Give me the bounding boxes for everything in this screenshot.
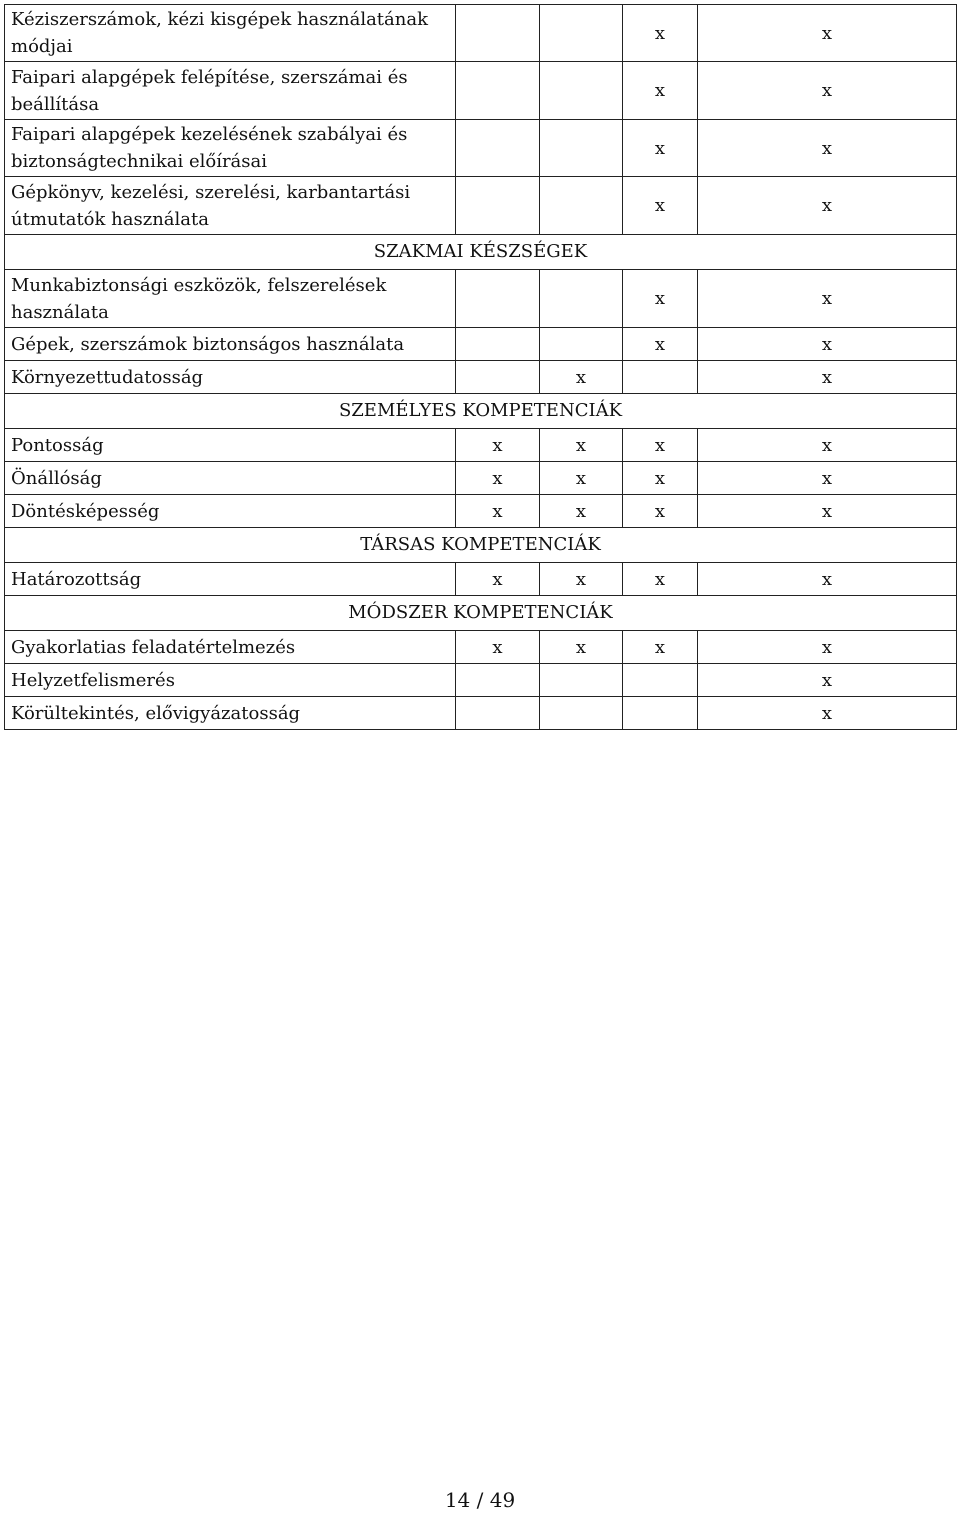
table-row bbox=[5, 429, 957, 462]
mark-cell bbox=[456, 177, 540, 235]
table-row bbox=[5, 697, 957, 730]
mark-cell: x bbox=[698, 5, 957, 62]
mark-cell bbox=[540, 62, 623, 120]
mark-cell: x bbox=[623, 495, 698, 528]
row-label: Faipari alapgépek felépítése, szerszámai és beállítása bbox=[5, 62, 456, 120]
mark-cell: x bbox=[698, 697, 957, 730]
competency-table bbox=[4, 4, 957, 730]
section-heading-row bbox=[5, 235, 957, 270]
mark-cell: x bbox=[540, 462, 623, 495]
mark-cell bbox=[540, 270, 623, 328]
mark-cell: x bbox=[698, 429, 957, 462]
mark-cell bbox=[540, 664, 623, 697]
section-heading-row bbox=[5, 528, 957, 563]
row-label: Gépek, szerszámok biztonságos használata bbox=[5, 328, 456, 361]
section-heading: SZEMÉLYES KOMPETENCIÁK bbox=[5, 394, 957, 429]
mark-cell: x bbox=[698, 361, 957, 394]
mark-cell: x bbox=[698, 462, 957, 495]
mark-cell: x bbox=[698, 62, 957, 120]
mark-cell: x bbox=[698, 631, 957, 664]
table-row bbox=[5, 328, 957, 361]
mark-cell: x bbox=[698, 270, 957, 328]
table-row bbox=[5, 462, 957, 495]
mark-cell bbox=[540, 5, 623, 62]
mark-cell bbox=[623, 361, 698, 394]
section-heading: SZAKMAI KÉSZSÉGEK bbox=[5, 235, 957, 270]
table-row bbox=[5, 5, 957, 62]
mark-cell: x bbox=[456, 462, 540, 495]
mark-cell bbox=[456, 697, 540, 730]
table-row bbox=[5, 120, 957, 177]
table-row bbox=[5, 631, 957, 664]
mark-cell: x bbox=[623, 462, 698, 495]
row-label: Környezettudatosság bbox=[5, 361, 456, 394]
mark-cell bbox=[540, 328, 623, 361]
section-heading: MÓDSZER KOMPETENCIÁK bbox=[5, 596, 957, 631]
mark-cell bbox=[456, 664, 540, 697]
mark-cell: x bbox=[623, 5, 698, 62]
row-label: Körültekintés, elővigyázatosság bbox=[5, 697, 456, 730]
mark-cell bbox=[456, 62, 540, 120]
row-label: Helyzetfelismerés bbox=[5, 664, 456, 697]
mark-cell bbox=[456, 120, 540, 177]
mark-cell: x bbox=[456, 563, 540, 596]
mark-cell bbox=[540, 697, 623, 730]
mark-cell: x bbox=[623, 270, 698, 328]
section-heading: TÁRSAS KOMPETENCIÁK bbox=[5, 528, 957, 563]
row-label: Önállóság bbox=[5, 462, 456, 495]
row-label: Határozottság bbox=[5, 563, 456, 596]
row-label: Pontosság bbox=[5, 429, 456, 462]
mark-cell: x bbox=[698, 120, 957, 177]
table-row bbox=[5, 62, 957, 120]
mark-cell: x bbox=[623, 62, 698, 120]
row-label: Gyakorlatias feladatértelmezés bbox=[5, 631, 456, 664]
mark-cell: x bbox=[456, 631, 540, 664]
table-row bbox=[5, 361, 957, 394]
mark-cell: x bbox=[540, 495, 623, 528]
mark-cell bbox=[623, 664, 698, 697]
section-heading-row bbox=[5, 394, 957, 429]
mark-cell: x bbox=[698, 563, 957, 596]
row-label: Gépkönyv, kezelési, szerelési, karbantartási útmutatók használata bbox=[5, 177, 456, 235]
mark-cell: x bbox=[698, 664, 957, 697]
table-row bbox=[5, 495, 957, 528]
mark-cell bbox=[623, 697, 698, 730]
row-label: Döntésképesség bbox=[5, 495, 456, 528]
mark-cell: x bbox=[623, 429, 698, 462]
mark-cell: x bbox=[698, 495, 957, 528]
mark-cell: x bbox=[698, 177, 957, 235]
row-label: Munkabiztonsági eszközök, felszerelések használata bbox=[5, 270, 456, 328]
mark-cell bbox=[456, 361, 540, 394]
mark-cell: x bbox=[623, 328, 698, 361]
table-row bbox=[5, 664, 957, 697]
mark-cell bbox=[456, 328, 540, 361]
mark-cell bbox=[456, 5, 540, 62]
mark-cell: x bbox=[623, 563, 698, 596]
mark-cell: x bbox=[698, 328, 957, 361]
page-number: 14 / 49 bbox=[444, 1488, 516, 1512]
mark-cell: x bbox=[540, 429, 623, 462]
mark-cell: x bbox=[456, 429, 540, 462]
mark-cell: x bbox=[540, 361, 623, 394]
row-label: Faipari alapgépek kezelésének szabályai és biztonságtechnikai előírásai bbox=[5, 120, 456, 177]
row-label: Kéziszerszámok, kézi kisgépek használatának módjai bbox=[5, 5, 456, 62]
mark-cell bbox=[540, 120, 623, 177]
mark-cell: x bbox=[540, 563, 623, 596]
mark-cell: x bbox=[623, 631, 698, 664]
mark-cell: x bbox=[623, 177, 698, 235]
mark-cell bbox=[456, 270, 540, 328]
table-row bbox=[5, 563, 957, 596]
mark-cell bbox=[540, 177, 623, 235]
competency-table-body bbox=[5, 5, 957, 730]
section-heading-row bbox=[5, 596, 957, 631]
table-row bbox=[5, 270, 957, 328]
mark-cell: x bbox=[623, 120, 698, 177]
mark-cell: x bbox=[456, 495, 540, 528]
table-row bbox=[5, 177, 957, 235]
mark-cell: x bbox=[540, 631, 623, 664]
